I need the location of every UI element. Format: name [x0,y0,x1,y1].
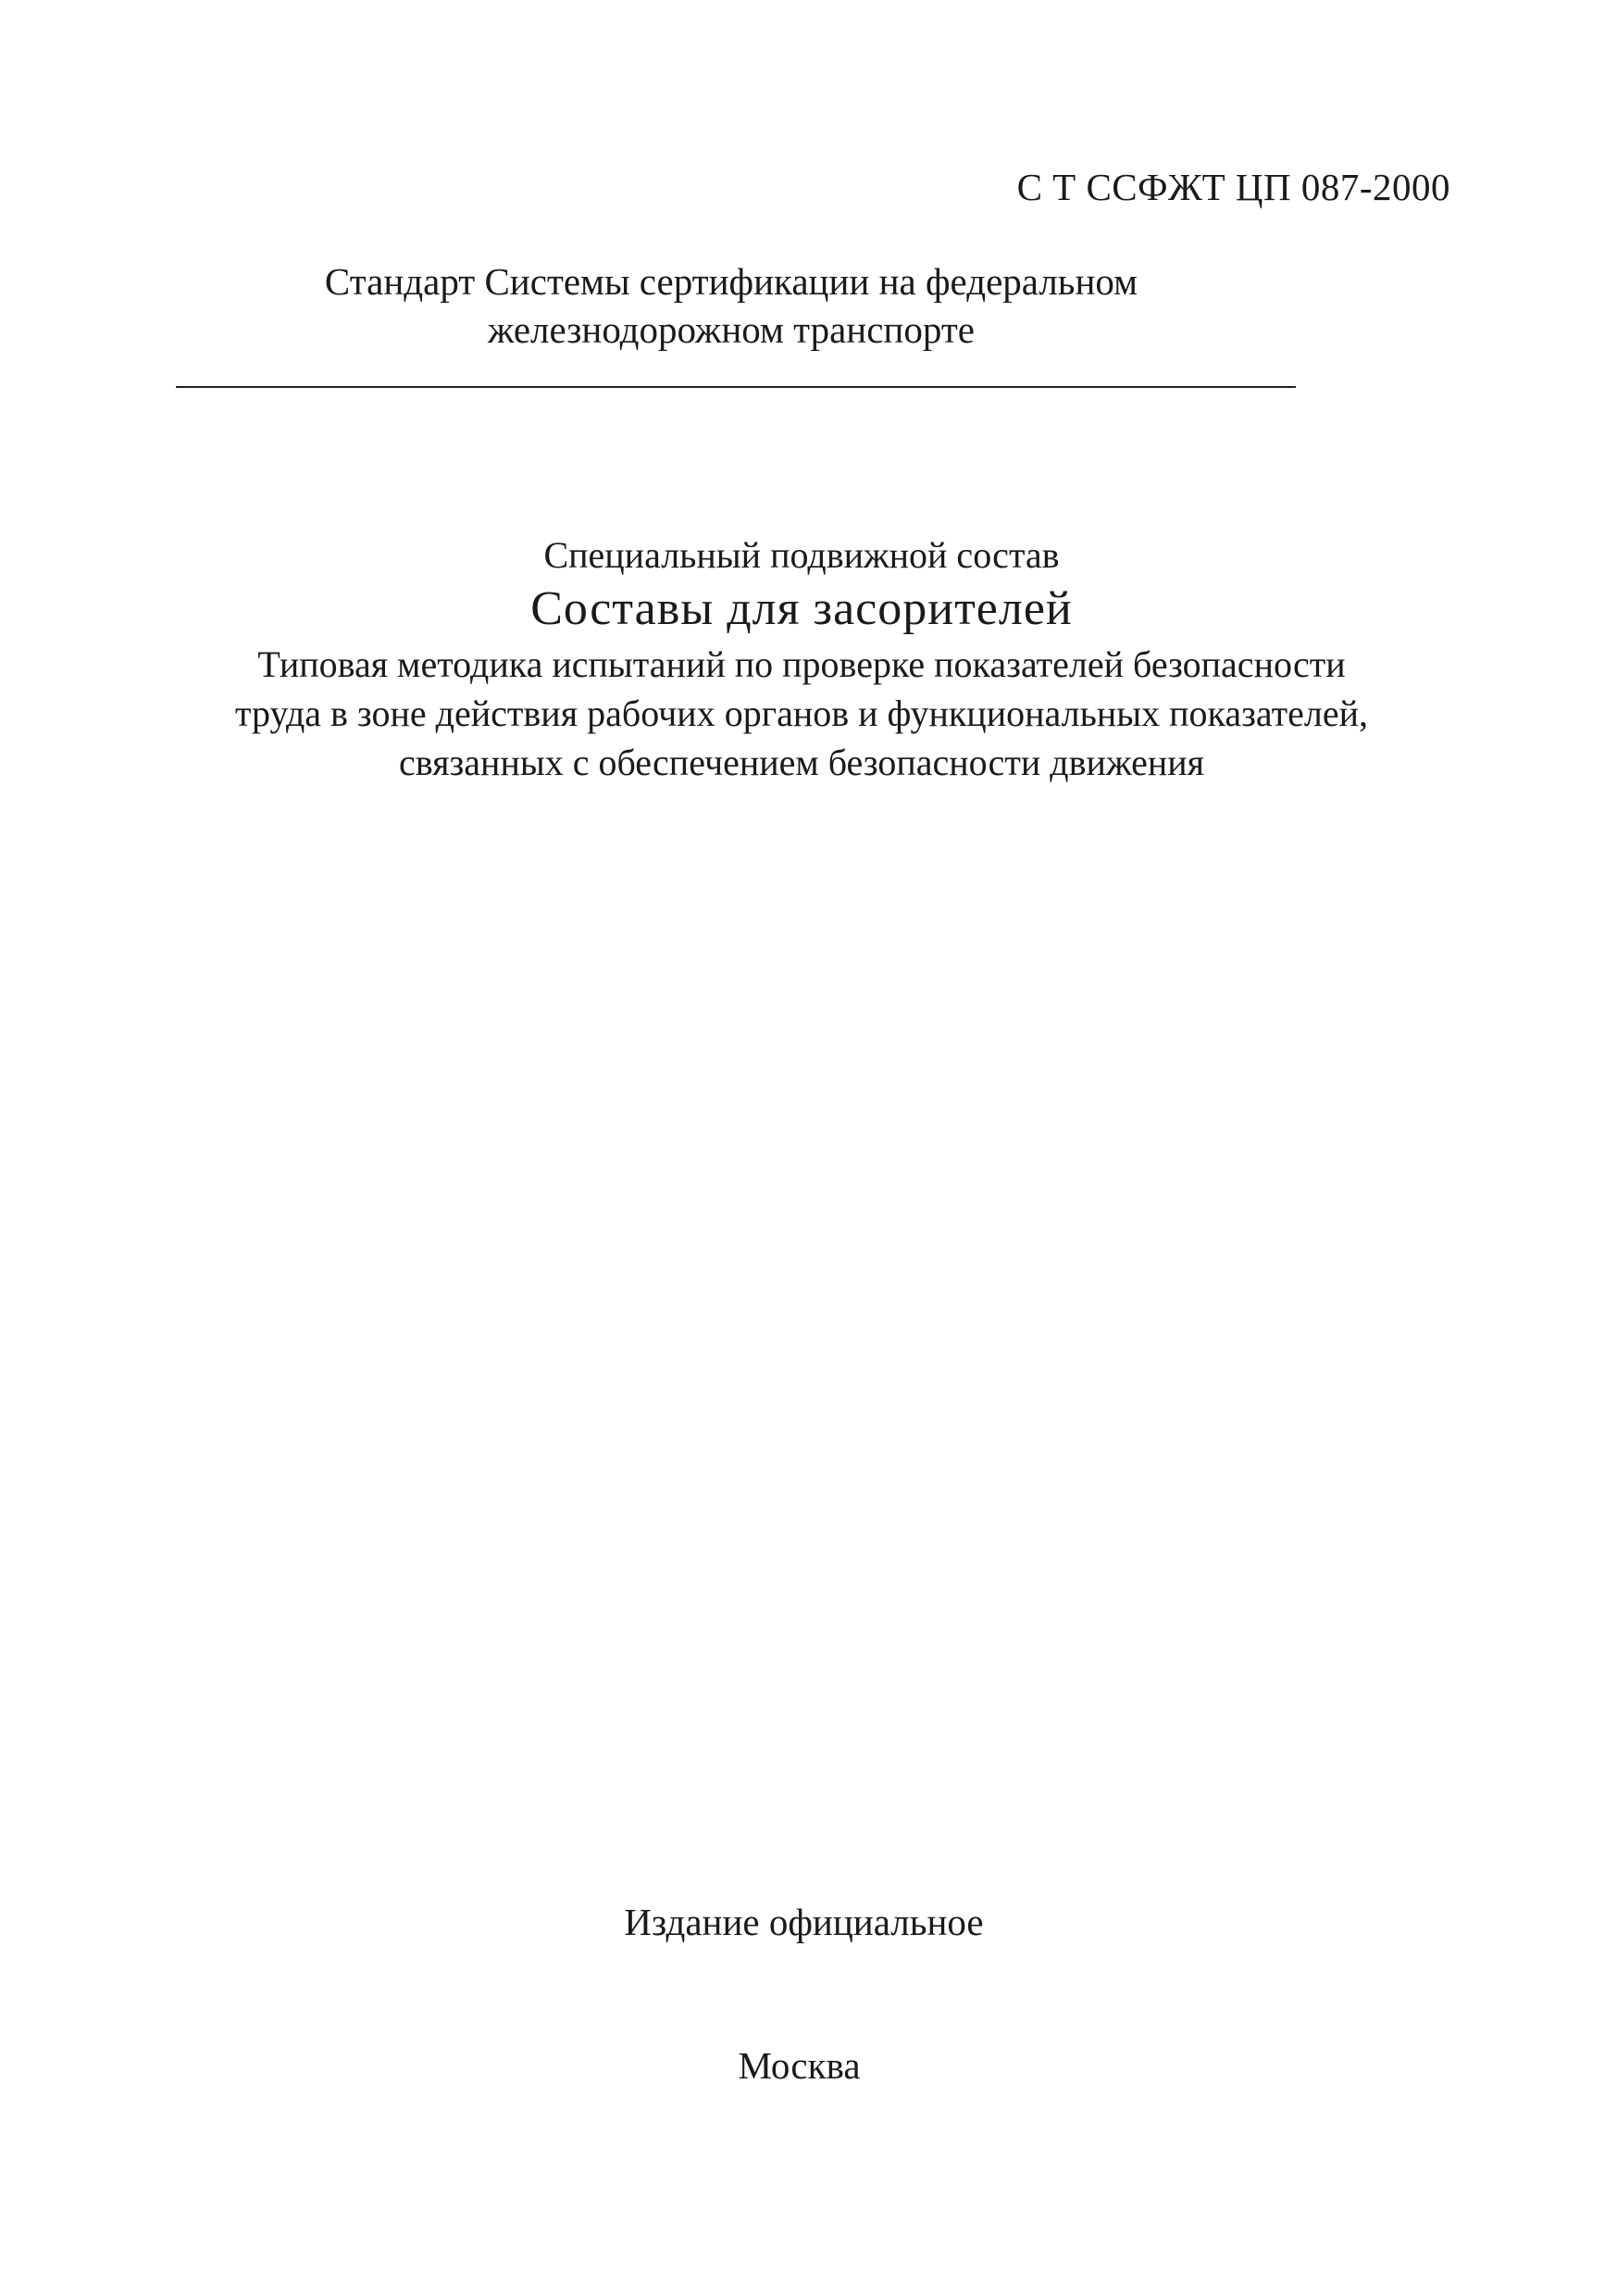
method-title [172,640,1431,787]
standard-title [176,257,1287,354]
header-divider [176,386,1296,388]
publication-city: Москва [738,2044,861,2087]
method-title-line-3: связанных с обеспечением безопасности движения [398,742,1205,783]
document-code: С Т ССФЖТ ЦП 087-2000 [1016,166,1450,208]
method-title-line-2: труда в зоне действия рабочих органов и функциональных показателей, [235,693,1368,734]
document-subject [172,532,1431,787]
product-heading: Составы для засорителей [530,582,1073,635]
method-title-line-1: Типовая методика испытаний по проверке показателей безопасности [257,643,1346,685]
standard-title-line-2: железнодорожном транспорте [488,308,975,351]
edition-label: Издание официальное [624,1901,984,1943]
standard-title-line-1: Стандарт Системы сертификации на федеральном [324,260,1138,303]
category-heading: Специальный подвижной состав [543,534,1060,576]
